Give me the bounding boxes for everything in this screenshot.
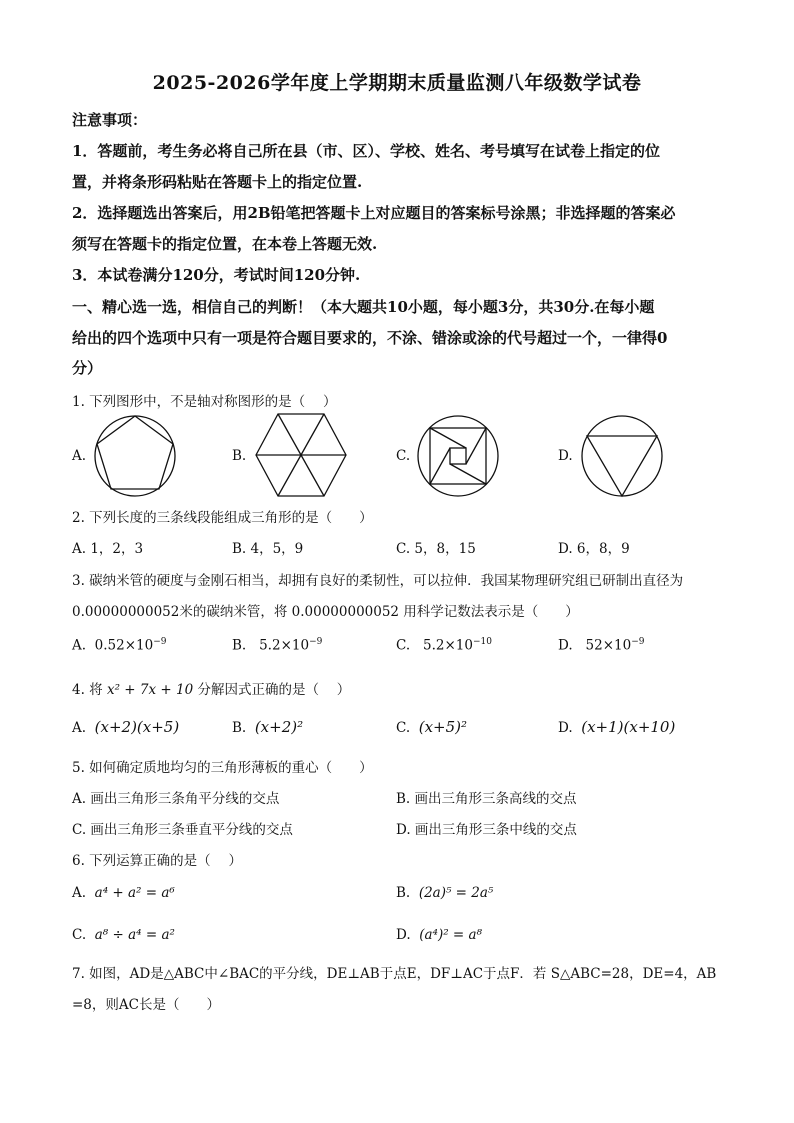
option-label: D. [396, 927, 411, 943]
q6-option-d [396, 927, 482, 943]
q1-option-a-label: A. [72, 448, 87, 464]
stem-suffix: 分解因式正确的是（ ） [197, 682, 351, 698]
option-exponent: −9 [631, 637, 645, 647]
q3-option-b [232, 637, 322, 654]
q4-option-b [232, 718, 303, 736]
q2-option-a: A. 1，2，3 [72, 541, 144, 557]
option-expression: (x+2)(x+5) [94, 718, 180, 736]
q5-option-d: D. 画出三角形三条中线的交点 [396, 822, 577, 838]
option-label: C. [72, 927, 87, 943]
option-base: 5.2×10 [423, 637, 473, 654]
outer-square [430, 428, 486, 484]
option-expression: (a⁴)² = a⁸ [419, 927, 482, 943]
q3-line-1: 3. 碳纳米管的硬度与金刚石相当，却拥有良好的柔韧性，可以拉伸．我国某物理研究组已研制出直径为 [72, 573, 684, 589]
option-label: A. [72, 720, 87, 736]
q2-option-c: C. 5，8，15 [396, 541, 476, 557]
notice-line-2a: 2．选择题选出答案后，用2B铅笔把答题卡上对应题目的答案标号涂黑；非选择题的答案必 [72, 204, 676, 222]
option-expression: (2a)⁵ = 2a⁵ [418, 885, 494, 901]
q1-figure-a [92, 414, 182, 498]
option-label: B. [396, 885, 411, 901]
q1-figure-d [580, 414, 664, 498]
option-label: A. [72, 885, 87, 901]
q2-option-b: B. 4，5，9 [232, 541, 304, 557]
q7-line-2: =8，则AC长是（ ） [72, 997, 220, 1013]
q3-option-c [396, 637, 492, 654]
option-label: C. [396, 637, 411, 654]
option-expression: a⁴ + a² = a⁶ [94, 885, 175, 901]
section1-line-3: 分） [72, 359, 103, 377]
q5-stem: 5. 如何确定质地均匀的三角形薄板的重心（ ） [72, 760, 373, 776]
q6-option-b [396, 885, 493, 901]
option-label: A. [72, 637, 87, 654]
q1-option-d-label: D. [558, 448, 573, 464]
pinwheel-line [450, 464, 486, 484]
option-label: C. [396, 720, 411, 736]
q3-line-2: 0.00000000052米的碳纳米管，将 0.00000000052 用科学记数法表示是（ ） [72, 604, 579, 620]
section1-line-1: 一、精心选一选，相信自己的判断！（本大题共10小题，每小题3分，共30分.在每小题 [72, 298, 655, 316]
q1-option-c-label: C. [396, 448, 411, 464]
q4-option-a [72, 718, 179, 736]
q4-option-d [558, 718, 675, 736]
option-exponent: −9 [153, 637, 167, 647]
option-base: 5.2×10 [259, 637, 310, 654]
pinwheel-line [430, 428, 466, 448]
q5-option-c: C. 画出三角形三条垂直平分线的交点 [72, 822, 293, 838]
stem-prefix: 4. 将 [72, 682, 103, 698]
q1-stem: 1. 下列图形中，不是轴对称图形的是（ ） [72, 394, 337, 410]
page-title: 2025-2026学年度上学期期末质量监测八年级数学试卷 [152, 72, 642, 94]
option-exponent: −10 [472, 637, 492, 647]
q4-stem [72, 678, 350, 698]
option-expression: (x+1)(x+10) [581, 718, 676, 736]
option-expression: (x+2)² [254, 718, 304, 736]
option-expression: (x+5)² [418, 718, 468, 736]
option-expression: a⁸ ÷ a⁴ = a² [94, 927, 175, 943]
q3-option-a [72, 637, 166, 654]
option-label: B. [232, 637, 247, 654]
q5-option-a: A. 画出三角形三条角平分线的交点 [72, 791, 280, 807]
pinwheel-line [466, 428, 486, 464]
notice-line-2b: 须写在答题卡的指定位置，在本卷上答题无效. [72, 235, 378, 253]
option-label: D. [558, 637, 573, 654]
stem-expression: x² + 7x + 10 [106, 682, 194, 698]
q1-figure-c [416, 414, 500, 498]
option-base: 52×10 [585, 637, 632, 654]
q6-option-c [72, 927, 175, 943]
notice-heading: 注意事项： [72, 111, 148, 129]
notice-line-1a: 1．答题前，考生务必将自己所在县（市、区）、学校、姓名、考号填写在试卷上指定的位 [72, 142, 660, 160]
q7-line-1: 7. 如图，AD是△ABC中∠BAC的平分线，DE⊥AB于点E，DF⊥AC于点F．若 S△ABC=28，DE=4，AB [72, 966, 717, 982]
circle-shape [95, 416, 175, 496]
q6-stem: 6. 下列运算正确的是（ ） [72, 853, 242, 869]
q1-option-b-label: B. [232, 448, 247, 464]
q2-option-d: D. 6，8，9 [558, 541, 630, 557]
notice-line-1b: 置，并将条形码粘贴在答题卡上的指定位置. [72, 173, 363, 191]
notice-line-3: 3．本试卷满分120分，考试时间120分钟. [72, 266, 361, 284]
option-label: B. [232, 720, 247, 736]
q3-option-d [558, 637, 644, 654]
q2-stem: 2. 下列长度的三条线段能组成三角形的是（ ） [72, 510, 373, 526]
option-base: 0.52×10 [94, 637, 154, 654]
q1-figure-b [254, 412, 348, 498]
q4-option-c [396, 718, 467, 736]
section1-line-2: 给出的四个选项中只有一项是符合题目要求的，不涂、错涂或涂的代号超过一个，一律得0 [72, 329, 668, 347]
q6-option-a [72, 885, 175, 901]
q5-option-b: B. 画出三角形三条高线的交点 [396, 791, 577, 807]
pinwheel-line [430, 448, 450, 484]
option-label: D. [558, 720, 573, 736]
inner-square [450, 448, 466, 464]
option-exponent: −9 [309, 637, 323, 647]
circle-shape [582, 416, 662, 496]
